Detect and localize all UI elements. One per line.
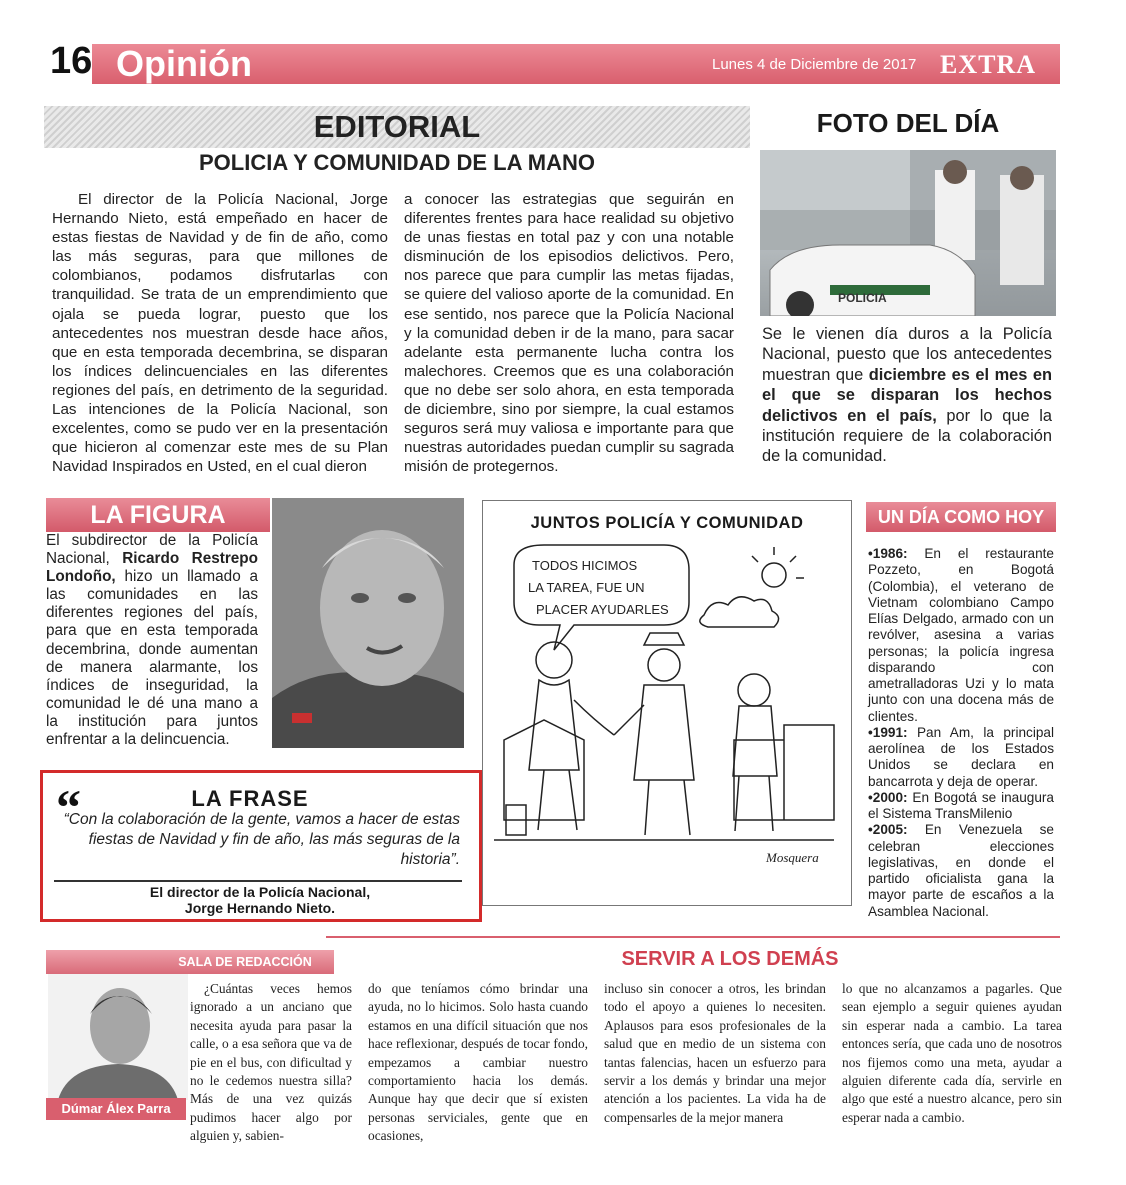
list-item: •1986: En el restaurante Pozzeto, en Bogotá (Colombia), el veterano de Vietnam colombiano Campo Elías Delgado, armado con un revólver, asesina a varias personas; la policía ingresa disparando con ametralladoras Uzi y lo mata junto con una docena más de clientes.	[868, 546, 1054, 724]
newspaper-logo: EXTRA	[940, 50, 1037, 79]
column-headline: SERVIR A LOS DEMÁS	[621, 948, 839, 970]
on-this-day-list	[868, 546, 1054, 920]
editorial-title: EDITORIAL	[313, 109, 481, 144]
column-text-4: lo que no alcanzamos a pagarles. Que sean ejemplo a seguir quienes ayudan sin esperar nada a cambio. La tarea entonces sería, que cada uno de nosotros nos fijemos como una meta, ayudar a alguien diferente cada día, servirle en algo que esté a nuestro alcance, pero sin esperar nada a cambio.	[842, 981, 1062, 1125]
column-text-2: do que teníamos cómo brindar una ayuda, no lo hicimos. Solo hasta cuando estamos en una difícil situación que nos hace reflexionar, después de tocar fondo, empezamos a cambiar nuestro comportamiento hacia los demás. Aunque hay que decir que sí existen personas serviciales, gente que en ocasiones,	[368, 981, 588, 1144]
quote-mark-icon: “	[56, 779, 81, 835]
cartoon-drawing	[484, 540, 850, 904]
newsroom-title: SALA DE REDACCIÓN	[178, 955, 312, 969]
quote-title: LA FRASE	[191, 786, 309, 811]
list-item: •2000: En Bogotá se inaugura el Sistema TransMilenio	[868, 789, 1054, 821]
column-text-3: incluso sin conocer a otros, les brindan todo el apoyo a quienes lo necesiten. Aplausos para esos profesionales de la salud que en medio de un sistema con tantas falencias, hacen un esfuerzo para servir a los demás y brindar una mejor atención a los pacientes. La vida ha de compensarles de la mejor manera	[604, 981, 826, 1125]
issue-date: Lunes 4 de Diciembre de 2017	[712, 56, 917, 73]
cartoon-signature: Mosquera	[766, 850, 819, 865]
bubble-line-1: TODOS HICIMOS	[532, 558, 638, 573]
list-item: •2005: En Venezuela se celebran elecciones legislativas, en donde el partido oficialista gana la mayor parte de escaños a la Asamblea Nacional.	[868, 822, 1054, 919]
bubble-line-3: PLACER AYUDARLES	[536, 602, 669, 617]
page-number: 16	[50, 40, 93, 82]
photo-of-day-title: FOTO DEL DÍA	[816, 108, 1000, 138]
photo-of-day-image	[760, 150, 1056, 316]
columnist-name: Dúmar Álex Parra	[61, 1101, 171, 1116]
editorial-column-1: El director de la Policía Nacional, Jorge Hernando Nieto, está empeñado en hacer de estas fiestas de Navidad y de fin de año, como las más seguras, para que millones de colombianos, podamos disfrutarlas con tranquilidad. Se trata de un emprendimiento que ojala se pueda lograr, puesto que los antecedentes nos muestran desde hace años, que en esta temporada decembrina, se disparan los índices delincuenciales en las diferentes regiones del país, en detrimento de la seguridad. Las intenciones de la Policía Nacional, son excelentes, como se pudo ver en la presentación que hicieron al comenzar este mes de su Plan Navidad Inspirados en Usted, en el cual dieron	[52, 191, 388, 476]
column-text-1: ¿Cuántas veces hemos ignorado a un anciano que necesita ayuda para pasar la calle, o a esa señora que va de pie en el bus, con dificultad y no le cedemos nuestra silla? Más de una vez quizás pudimos hacer algo por alguien y, sabien-	[190, 981, 352, 1144]
quote-text: “Con la colaboración de la gente, vamos a hacer de estas fiestas de Navidad y fin de año, las más seguras de la historia”.	[63, 811, 460, 868]
figure-title: LA FIGURA	[90, 501, 226, 529]
editorial-headline: POLICIA Y COMUNIDAD DE LA MANO	[198, 150, 595, 175]
car-label: POLICIA	[838, 291, 887, 305]
editorial-column-2: a conocer las estrategias que seguirán en diferentes frentes para hace realidad su objetivo de unas fiestas en total paz y con una notable disminución de los episodios delictivos. Pero, nos parece que para cumplir las metas fijadas, se quiere del valioso aporte de la comunidad. En ese sentido, nos parece que la Policía Nacional y la comunidad deben ir de la mano, para sacar adelante esta permanente lucha contra los malechores. Creemos que es una colaboración que no debe ser solo ahora, en esta temporada de diciembre, sino por siempre, la cual estamos seguros será muy valiosa e importante para que nuestras autoridades puedan cumplir su sagrada misión de protegernos.	[404, 191, 734, 476]
bottom-divider	[326, 936, 1060, 938]
quote-author: El director de la Policía Nacional, Jorge Hernando Nieto.	[149, 884, 371, 916]
bubble-line-2: LA TAREA, FUE UN	[528, 580, 645, 595]
columnist-photo	[48, 974, 188, 1100]
quote-divider	[54, 880, 462, 882]
figure-portrait	[272, 498, 464, 748]
cartoon-title: JUNTOS POLICÍA Y COMUNIDAD	[530, 514, 804, 532]
on-this-day-title: UN DÍA COMO HOY	[877, 507, 1045, 527]
section-title: Opinión	[116, 43, 252, 84]
figure-text: El subdirector de la Policía Nacional, Ricardo Restrepo Londoño, hizo un llamado a las comunidades en las diferentes regiones del país, para que en esta temporada decembrina, donde aumentan de manera alarmante, los índices de inseguridad, la comunidad le dé una mano a la institución para juntos enfrentar a la delincuencia.	[46, 532, 258, 749]
photo-of-day-caption: Se le vienen día duros a la Policía Nacional, puesto que los antecedentes muestran que diciembre es el mes en el que se disparan los hechos delictivos en el país, por lo que la institución requiere de la colaboración de la comunidad.	[762, 325, 1053, 466]
list-item: •1991: Pan Am, la principal aerolínea de los Estados Unidos se declara en bancarrota y deja de operar.	[868, 724, 1054, 789]
